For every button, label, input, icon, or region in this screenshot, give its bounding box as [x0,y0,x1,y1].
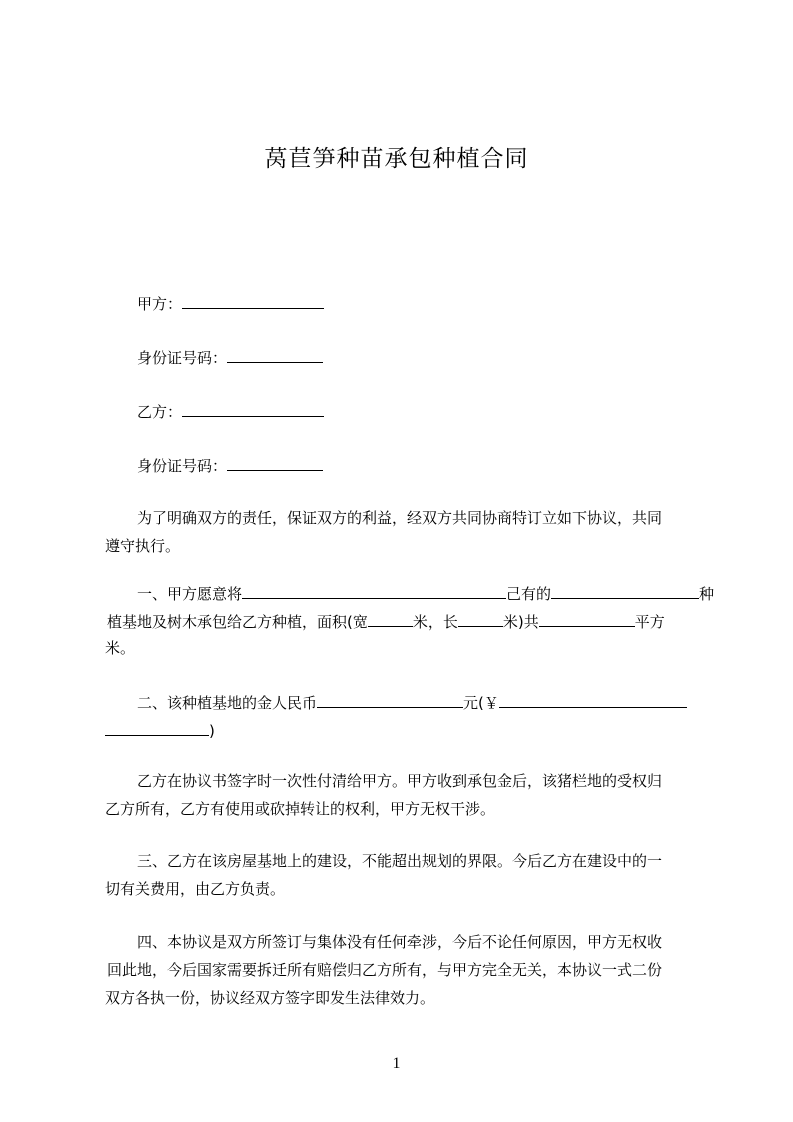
clause1-text-b: 己有的 [506,585,552,603]
clause4-line-3: 双方各执一份，协议经双方签字即发生法律效力。 [105,989,436,1007]
party-a-id-line [137,346,323,368]
clause3-line-2: 切有关费用，由乙方负责。 [105,880,286,898]
clause4-line-1: 四、本协议是双方所签订与集体没有任何牵涉，今后不论任何原因，甲方无权收 [137,933,663,951]
party-a-label: 甲方： [137,295,183,313]
party-b-id-label: 身份证号码： [137,457,228,475]
payment-line-1: 乙方在协议书签字时一次性付清给甲方。甲方收到承包金后，该猪栏地的受权归 [137,772,663,790]
party-a-blank[interactable] [182,292,324,309]
clause1-area-blank[interactable] [539,610,635,627]
payment-line-2: 乙方所有，乙方有使用或砍掉转让的权利，甲方无权干涉。 [105,800,496,818]
clause1-line-1 [137,582,714,604]
clause3-line-1: 三、乙方在该房屋基地上的建设，不能超出规划的界限。今后乙方在建设中的一 [137,852,663,870]
party-b-blank[interactable] [182,400,324,417]
party-b-id-blank[interactable] [227,454,323,471]
intro-line-2: 遵守执行。 [105,537,181,555]
party-a-id-label: 身份证号码： [137,349,228,367]
clause1-owner-blank[interactable] [551,582,699,599]
clause1-text-f: 米)共 [502,613,539,631]
document-title: 莴苣笋种苗承包种植合同 [264,146,529,172]
party-b-id-line [137,454,323,476]
clause1-text-a: 一、甲方愿意将 [137,585,243,603]
clause1-text-d: 植基地及树木承包给乙方种植，面积(宽 [107,613,368,631]
clause1-text-c: 种 [699,585,715,603]
clause1-line-2 [107,610,665,632]
party-b-label: 乙方： [137,403,183,421]
clause1-text-e: 米，长 [412,613,458,631]
clause2-yuan-blank-cont[interactable] [105,719,209,736]
clause1-text-g: 平方 [634,613,665,631]
clause4-line-2: 回此地，今后国家需要拆迁所有赔偿归乙方所有，与甲方完全无关，本协议一式二份 [107,961,663,979]
clause2-text-a: 二、该种植基地的金人民币 [137,694,318,712]
clause1-width-blank[interactable] [368,610,413,627]
clause2-text-c: ) [209,722,215,740]
clause2-text-b: 元(￥ [463,694,499,712]
intro-line-1: 为了明确双方的责任，保证双方的利益，经双方共同协商特订立如下协议，共同 [137,509,663,527]
party-a-line [137,292,324,314]
clause2-line-2 [105,719,215,741]
clause2-line-1 [137,691,687,713]
party-b-line [137,400,324,422]
page-number: 1 [392,1055,401,1072]
clause1-length-blank[interactable] [458,610,503,627]
clause2-yuan-blank[interactable] [499,691,687,708]
party-a-id-blank[interactable] [227,346,323,363]
clause1-line-3: 米。 [105,639,136,657]
clause2-amount-blank[interactable] [317,691,463,708]
clause1-place-blank[interactable] [242,582,506,599]
